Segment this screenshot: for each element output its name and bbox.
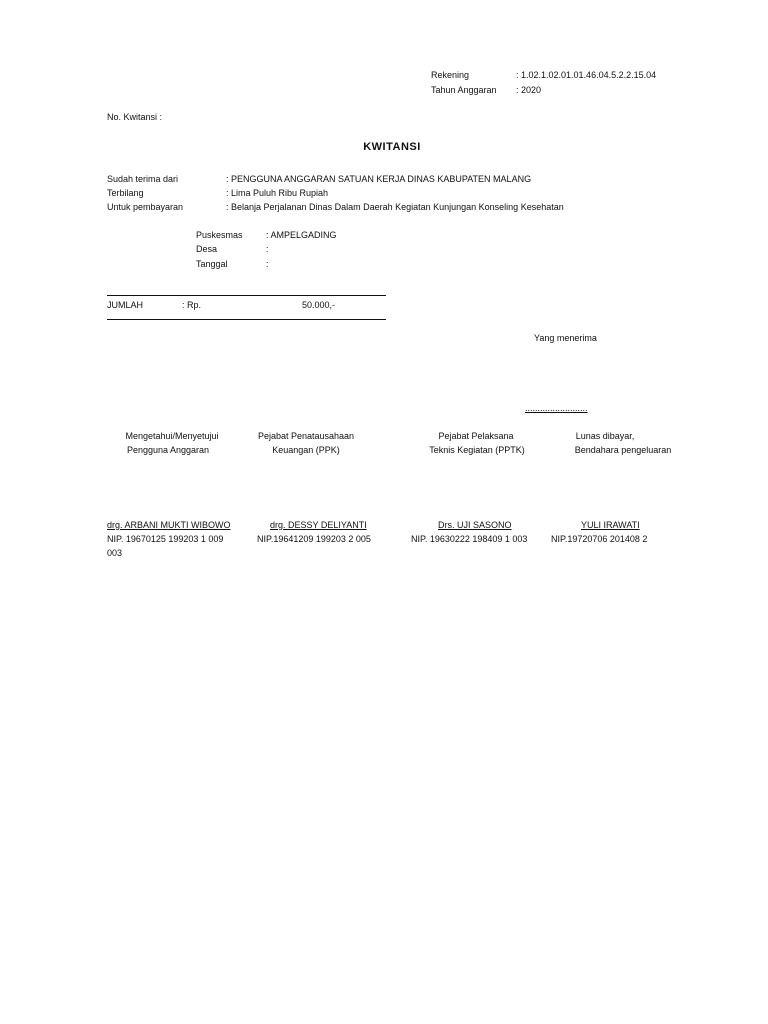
terbilang-value: : Lima Puluh Ribu Rupiah (226, 188, 329, 198)
sig3-role-line1: Pejabat Pelaksana (438, 431, 514, 441)
sig1-nip: NIP. 19670125 199203 1 009 (107, 534, 224, 544)
sig1-nip-continued: 003 (107, 548, 123, 558)
puskesmas-label: Puskesmas (196, 230, 243, 240)
untuk-pembayaran-value: : Belanja Perjalanan Dinas Dalam Daerah Kegiatan Kunjungan Konseling Kesehatan (226, 202, 564, 212)
sig2-role-line1: Pejabat Penatausahaan (257, 431, 355, 441)
jumlah-amount: 50.000,- (302, 300, 336, 310)
jumlah-bottom-rule (107, 319, 386, 320)
sig4-role-line2: Bendahara pengeluaran (574, 445, 672, 455)
sudah-terima-value: : PENGGUNA ANGGARAN SATUAN KERJA DINAS KABUPATEN MALANG (226, 174, 532, 184)
jumlah-top-rule (107, 295, 386, 296)
receiver-label: Yang menerima (534, 333, 597, 343)
desa-label: Desa (196, 244, 218, 254)
no-kwitansi: No. Kwitansi : (107, 112, 163, 122)
untuk-pembayaran-label: Untuk pembayaran (107, 202, 184, 212)
tanggal-label: Tanggal (196, 259, 228, 269)
rekening-value: : 1.02.1.02.01.01.46.04.5.2.2.15.04 (516, 70, 657, 80)
tanggal-value: : (266, 259, 269, 269)
sig4-role-line1: Lunas dibayar, (575, 431, 635, 441)
sig1-role-line1: Mengetahui/Menyetujui (125, 431, 219, 441)
sig3-name: Drs. UJI SASONO (438, 520, 512, 530)
receiver-signature-blank: ......................... (525, 403, 588, 413)
sudah-terima-label: Sudah terima dari (107, 174, 179, 184)
sig1-role-line2: Pengguna Anggaran (126, 445, 210, 455)
terbilang-label: Terbilang (107, 188, 144, 198)
sig3-role-line2: Teknis Kegiatan (PPTK) (429, 445, 525, 455)
sig1-name: drg. ARBANI MUKTI WIBOWO (107, 520, 231, 530)
sig3-nip: NIP. 19630222 198409 1 003 (411, 534, 528, 544)
page-title: KWITANSI (363, 141, 421, 153)
sig4-nip: NIP.19720706 201408 2 (551, 534, 648, 544)
jumlah-rp: : Rp. (182, 300, 202, 310)
sig4-name: YULI IRAWATI (581, 520, 640, 530)
jumlah-label: JUMLAH (107, 300, 144, 310)
sig2-nip: NIP.19641209 199203 2 005 (257, 534, 371, 544)
sig2-role-line2: Keuangan (PPK) (272, 445, 340, 455)
tahun-anggaran-label: Tahun Anggaran (431, 85, 497, 95)
desa-value: : (266, 244, 269, 254)
rekening-label: Rekening (431, 70, 470, 80)
puskesmas-value: : AMPELGADING (266, 230, 337, 240)
tahun-anggaran-value: : 2020 (516, 85, 542, 95)
sig2-name: drg. DESSY DELIYANTI (270, 520, 367, 530)
